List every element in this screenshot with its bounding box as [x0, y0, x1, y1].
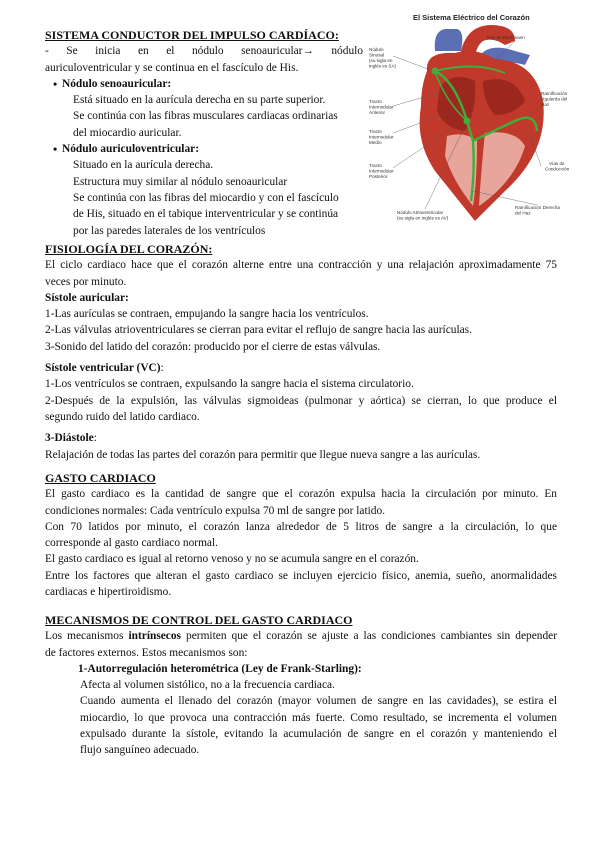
text-line: Está situado en la aurícula derecha en su parte superior. — [73, 94, 326, 107]
section-physiology — [45, 241, 557, 463]
section-conduction — [45, 27, 363, 239]
text-line: cardiacas e hipertiroidismo. — [45, 586, 172, 599]
subheading: 1-Autorregulación heterométrica (Ley de Frank-Starling): — [78, 662, 362, 675]
text-line: 2-Las válvulas atrioventriculares se cierran para evitar el reflujo de sangre hacia las aurículas. — [45, 324, 472, 337]
bullet-heading — [62, 76, 363, 92]
text-line: El gasto cardiaco es igual al retorno venoso y no se acumula sangre en el corazón. — [45, 553, 419, 566]
text-line: El gasto cardiaco es la cantidad de sangre que el corazón expulsa hacia la circulación por minuto. En — [45, 488, 557, 501]
text-line: del miocardio auricular. — [73, 126, 182, 139]
section-title: MECANISMOS DE CONTROL DEL GASTO CARDIACO — [45, 613, 353, 627]
text-line: - Se inicia en el nódulo senoauricular→ nódulo — [45, 45, 363, 58]
figure-title: El Sistema Eléctrico del Corazón — [413, 13, 530, 22]
text-line: Afecta al volumen sistólico, no a la frecuencia cardiaca. — [80, 679, 335, 692]
label-posterior-tract: Tracto Internodular Posterior — [369, 163, 394, 179]
text-line: por las paredes laterales de los ventrículos — [73, 224, 266, 237]
vena-cava-shape — [435, 29, 463, 51]
heading-text: Nódulo senoauricular: — [62, 77, 172, 90]
text-line: miocardio, lo que provoca una contracción más fuerte. Como resultado, se incrementa el volumen — [80, 711, 557, 724]
text-span: permiten que el corazón se ajuste a las condiciones cambiantes sin depender — [181, 630, 558, 643]
subheading: Sístole ventricular (VC) — [45, 362, 161, 375]
text-line — [45, 628, 557, 644]
text-line: corresponde al gasto cardiaco normal. — [45, 537, 219, 550]
bullet-heading — [62, 141, 363, 157]
subheading-line — [45, 430, 557, 446]
colon: : — [160, 362, 164, 375]
text-line: Cuando aumenta el llenado del corazón (mayor volumen de sangre en las cavidades), se estira el — [80, 695, 557, 708]
subheading-line — [45, 360, 557, 376]
text-line: veces por minuto. — [45, 275, 127, 288]
section-title: FISIOLOGÍA DEL CORAZÓN: — [45, 242, 213, 256]
text-line: Entre los factores que alteran el gasto cardiaco se incluyen ejercicio físico, anemia, sueño, anormalidades — [45, 569, 557, 582]
label-middle-tract: Tracto Internodular Medio — [369, 129, 394, 145]
label-anterior-tract: Tracto Internodular Anterior — [369, 99, 394, 115]
text-line: Estructura muy similar al nódulo senoauricular — [73, 175, 288, 188]
label-sa-node: Nódulo Sinusal (su sigla en inglés es SA) — [369, 47, 397, 69]
section-control-mechanisms — [45, 612, 557, 759]
text-line: El ciclo cardiaco hace que el corazón alterne entre una contracción y una relajación aproximadamente 75 — [45, 259, 557, 272]
subheading: 3-Diástole — [45, 432, 94, 445]
text-line: de factores externos. Estos mecanismos son: — [45, 646, 248, 659]
text-line: Se continúa con las fibras musculares cardiacas ordinarias — [73, 110, 338, 123]
label-left-bundle: Ramificación Izquierda del Haz — [541, 91, 568, 107]
text-line: condiciones normales: Cada ventrículo expulsa 70 ml de sangre por latido. — [45, 504, 386, 517]
label-bachmann: Haz de Bachmann — [487, 35, 525, 40]
text-line: Se continúa con las fibras del miocardio y con el fascículo — [73, 191, 339, 204]
text-line: Situado en la aurícula derecha. — [73, 159, 214, 172]
text-line: 1-Las aurículas se contraen, empujando la sangre hacia los ventrículos. — [45, 308, 369, 321]
colon: : — [93, 432, 97, 445]
text-line: Relajación de todas las partes del corazón para permitir que llegue nueva sangre a las aurículas. — [45, 448, 481, 461]
section-cardiac-output — [45, 470, 557, 600]
text-line: Con 70 latidos por minuto, el corazón lanza alrededor de 5 litros de sangre a la circulación, lo que — [45, 520, 557, 533]
text-line: 3-Sonido del latido del corazón: producido por el cierre de estas válvulas. — [45, 340, 381, 353]
heading-text: Nódulo auriculoventricular: — [62, 143, 199, 156]
text-line: 2-Después de la expulsión, las válvulas sigmoideas (pulmonar y aórtica) se cierran, lo que produce el — [45, 394, 557, 407]
av-node-marker — [464, 118, 471, 125]
emphasis: intrínsecos — [128, 630, 181, 643]
subheading: Sístole auricular: — [45, 291, 129, 304]
label-av-node: Nódulo Atrioventricular (su sigla en inglés es AV) — [397, 210, 449, 221]
label-conduction-paths: Vías de Conducción — [545, 161, 570, 172]
text-line: 1-Los ventrículos se contraen, expulsando la sangre hacia el sistema circulatorio. — [45, 378, 414, 391]
text-line: expulsado durante la sístole, evitando la acumulación de sangre en el corazón y manteniendo el — [80, 728, 557, 741]
label-right-bundle: Ramificación Derecha del Haz — [515, 205, 560, 216]
text-line: segundo ruido del latido cardiaco. — [45, 410, 200, 423]
text-line: de His, situado en el tabique interventricular y se continúa — [73, 208, 339, 221]
text-line: flujo sanguíneo adecuado. — [80, 744, 200, 757]
heart-illustration — [365, 11, 587, 231]
text-line: auriculoventricular y se continua en el fascículo de His. — [45, 61, 299, 74]
heart-conduction-figure — [365, 11, 587, 231]
section-title: GASTO CARDIACO — [45, 471, 156, 485]
text-span: Los mecanismos — [45, 630, 129, 643]
section-title: SISTEMA CONDUCTOR DEL IMPULSO CARDÍACO: — [45, 28, 339, 42]
